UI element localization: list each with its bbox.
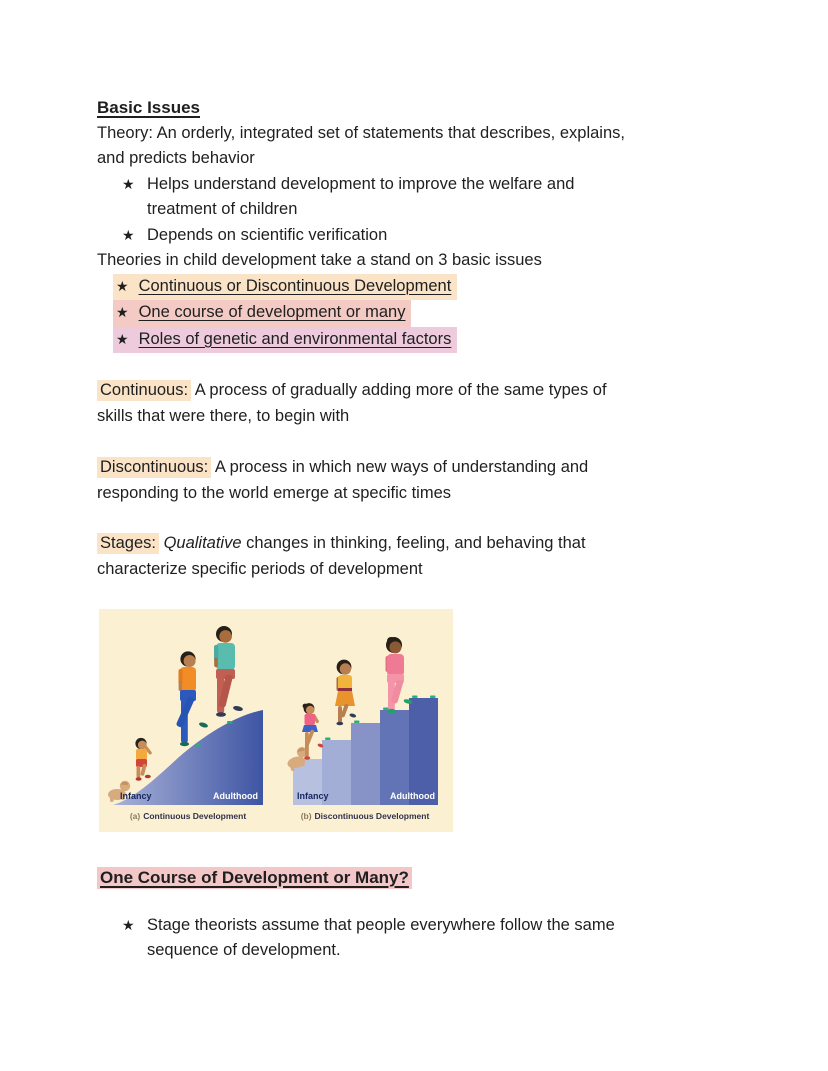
- section-heading-highlight: One Course of Development or Many?: [97, 867, 412, 889]
- left-caption-prefix: (a): [129, 811, 141, 821]
- page-content: [97, 95, 737, 964]
- issue-highlight-continuous: [113, 274, 457, 301]
- issue-label: Roles of genetic and environmental factors: [138, 329, 452, 348]
- definition-line-1: A process of gradually adding more of the same types of: [194, 381, 607, 399]
- list-item: [97, 327, 737, 354]
- definition-continuous: [97, 378, 737, 429]
- bullet-line-1: Stage theorists assume that people everywhere follow the same: [147, 915, 615, 934]
- star-bullet-icon: ★: [122, 226, 135, 243]
- left-infancy-label: Infancy: [120, 791, 152, 801]
- star-bullet-icon: ★: [122, 916, 135, 933]
- issue-highlight-genetic: [113, 327, 457, 354]
- definition-stages: [97, 531, 737, 582]
- footstep-mark: [383, 708, 389, 711]
- right-caption: [301, 811, 430, 821]
- right-infancy-label: Infancy: [297, 791, 329, 801]
- definition-line-2: responding to the world emerge at specific times: [97, 483, 452, 502]
- right-adulthood-label: Adulthood: [390, 791, 435, 801]
- star-bullet-icon: ★: [122, 175, 135, 192]
- page-title: Basic Issues: [97, 98, 201, 117]
- star-bullet-icon: ★: [116, 330, 129, 347]
- intro-line-2: and predicts behavior: [97, 149, 255, 167]
- stair-step-3: [351, 723, 380, 805]
- development-figure-image: [99, 609, 453, 832]
- issue-label: Continuous or Discontinuous Development: [138, 276, 452, 295]
- footstep-mark: [227, 721, 233, 724]
- bullet-line-2: sequence of development.: [147, 941, 341, 959]
- stair-step-5: [409, 698, 438, 805]
- issue-label: One course of development or many: [138, 303, 406, 321]
- theory-bullet-list: [97, 172, 737, 249]
- star-bullet-icon: ★: [116, 304, 129, 320]
- definition-line-2: skills that were there, to begin with: [97, 406, 350, 425]
- bullet-text: Depends on scientific verification: [147, 225, 388, 244]
- bullet-text: [147, 913, 615, 964]
- left-caption-text: Continuous Development: [143, 811, 247, 821]
- bullet-line-1: Helps understand development to improve the welfare and: [147, 174, 575, 193]
- right-caption-text: Discontinuous Development: [314, 811, 430, 821]
- definition-line-1: changes in thinking, feeling, and behaving that: [246, 534, 586, 552]
- list-item: [97, 274, 737, 301]
- term-stages: Stages:: [97, 533, 159, 554]
- bullet-line-2: treatment of children: [147, 200, 298, 218]
- footstep-mark: [354, 721, 360, 724]
- intro-paragraph: [97, 121, 737, 172]
- issue-highlight-one-course: [113, 300, 411, 327]
- definition-line-1: A process in which new ways of understanding and: [214, 458, 589, 476]
- left-caption: [130, 811, 247, 821]
- star-bullet-icon: ★: [116, 277, 129, 294]
- footstep-mark: [195, 744, 201, 747]
- list-item: [97, 300, 737, 327]
- intro-line-1: Theory: An orderly, integrated set of statements that describes, explains,: [97, 123, 625, 142]
- issues-bullet-list: [97, 274, 737, 354]
- stage-theorists-bullet-list: [97, 913, 737, 964]
- list-item: [97, 913, 737, 964]
- term-discontinuous: Discontinuous:: [97, 457, 211, 478]
- bullet-text: [147, 172, 574, 223]
- footstep-mark: [412, 696, 418, 699]
- right-caption-prefix: (b): [300, 811, 312, 821]
- definition-discontinuous: [97, 455, 737, 506]
- footstep-mark: [325, 738, 331, 741]
- term-continuous: Continuous:: [97, 380, 191, 401]
- left-adulthood-label: Adulthood: [213, 791, 258, 801]
- definition-line-2: characterize specific periods of development: [97, 559, 423, 578]
- list-item: [97, 172, 737, 223]
- footstep-mark: [430, 696, 436, 699]
- stand-paragraph: Theories in child development take a stand on 3 basic issues: [97, 251, 542, 269]
- list-item: [97, 223, 737, 249]
- italic-word: Qualitative: [163, 534, 242, 552]
- section-heading: [97, 865, 737, 891]
